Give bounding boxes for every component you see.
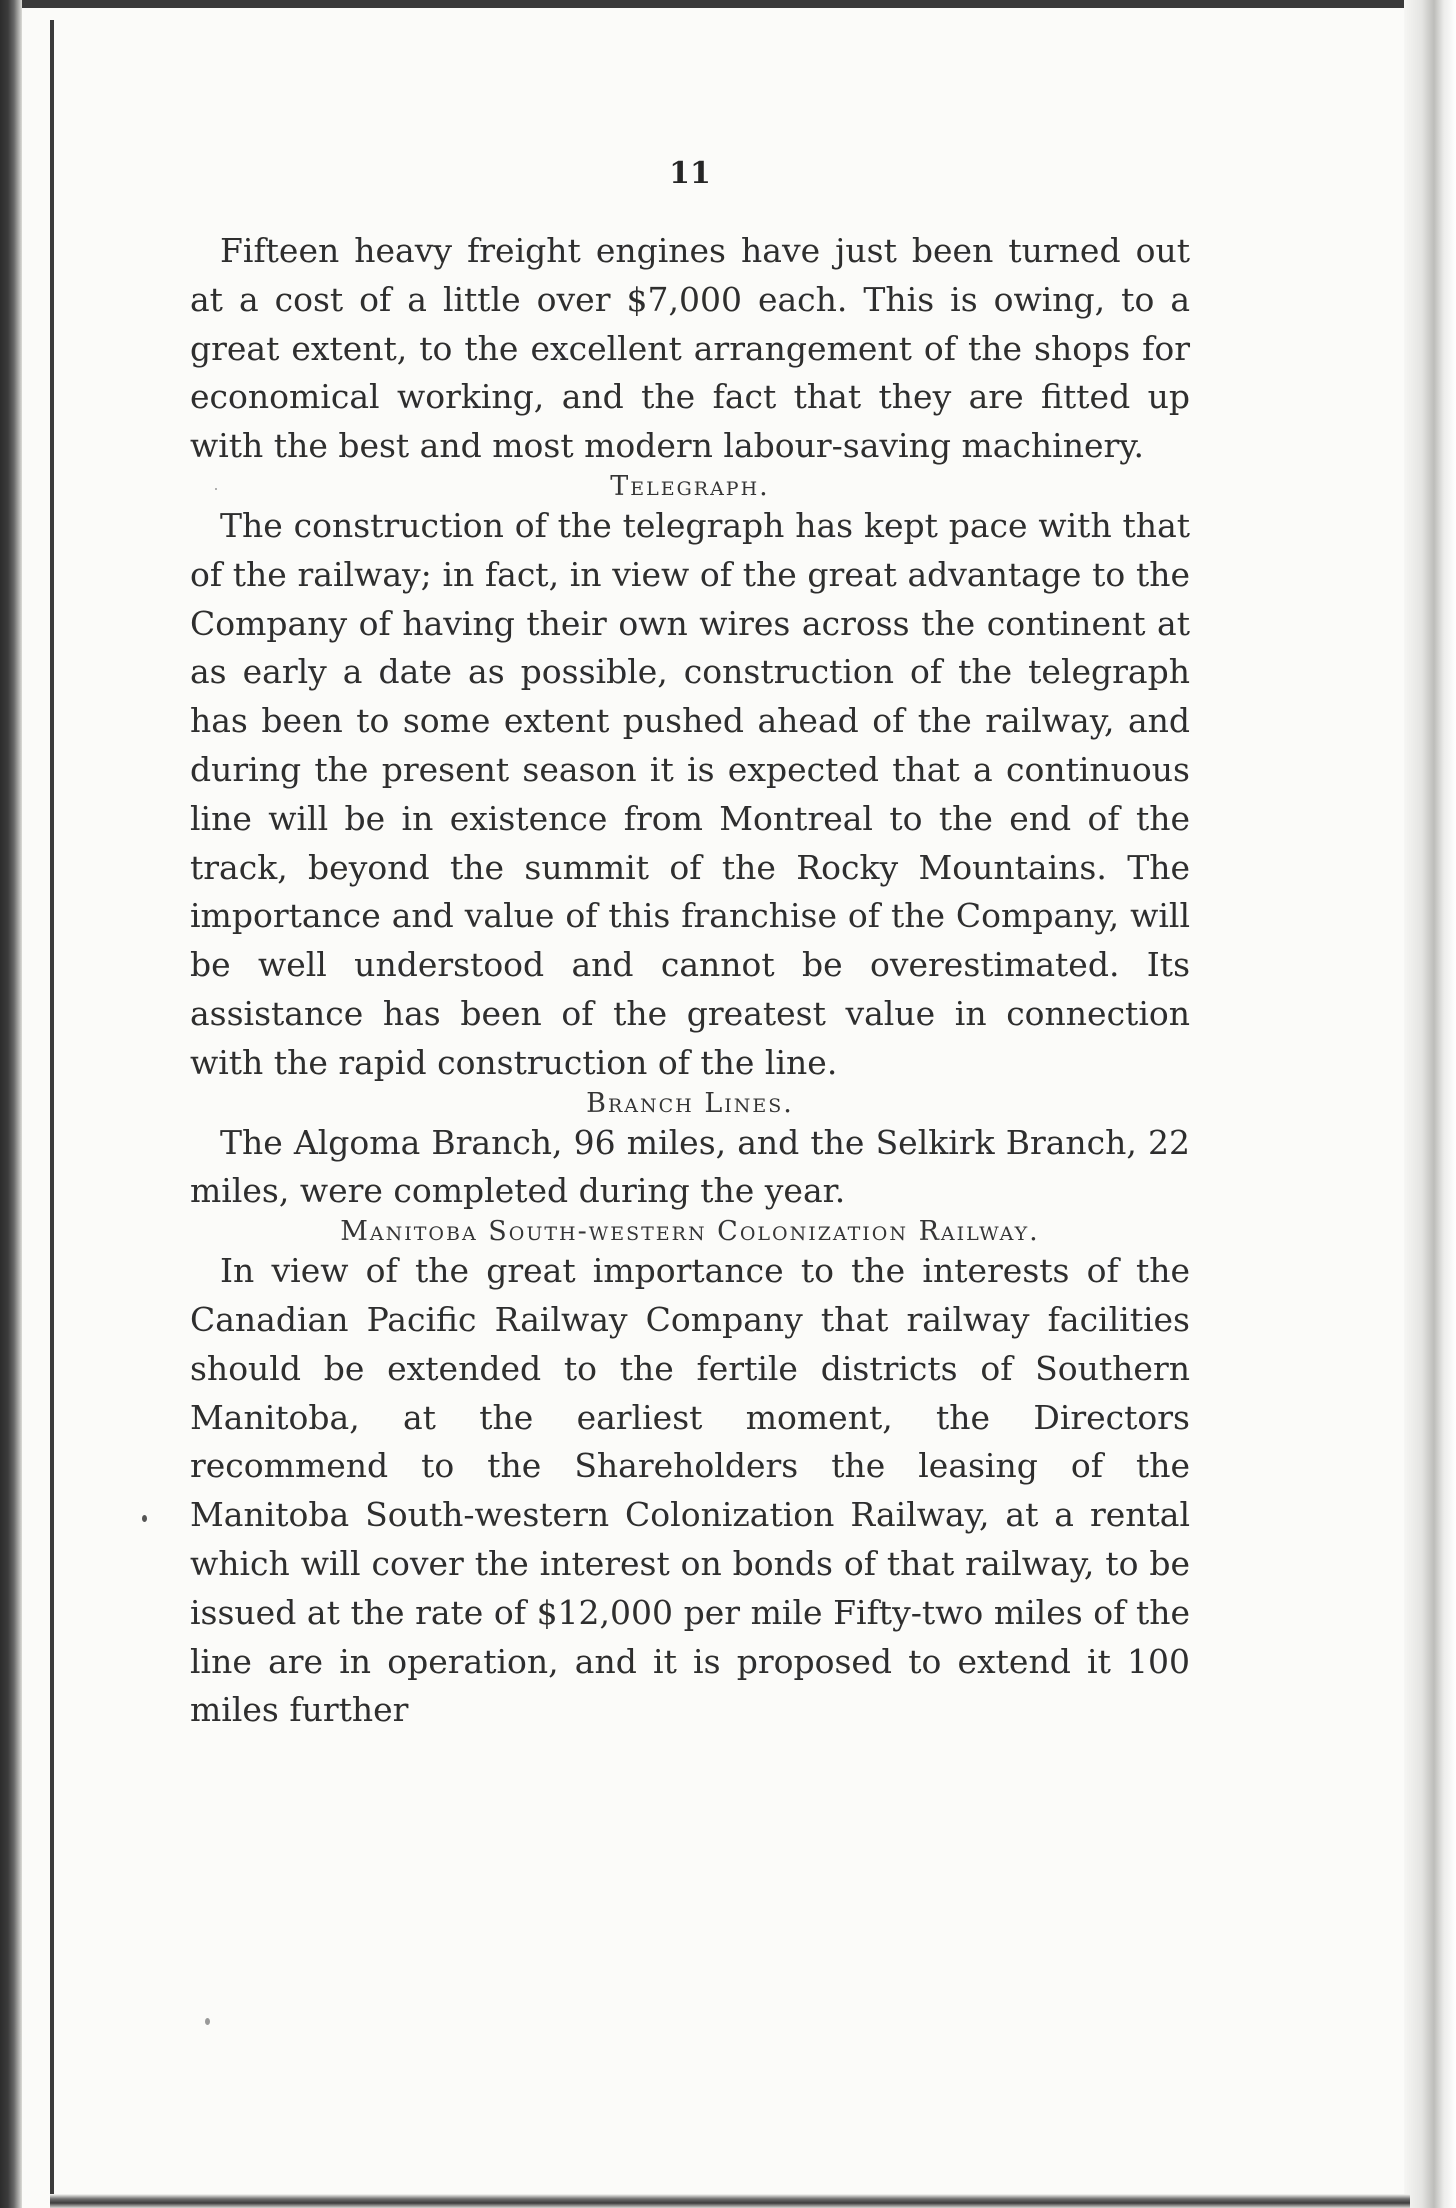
paragraph-shops: Fifteen heavy freight engines have just been turned out at a cost of a little over $7,000 each. This is owing, to a great extent, to the excellent arrangement of the shops for economical working, and the fact that they are fitted up with the best and most modern labour-saving machinery.	[190, 231, 1190, 466]
heading-telegraph: Telegraph.	[610, 470, 770, 502]
paragraph-branch-lines: The Algoma Branch, 96 miles, and the Selkirk Branch, 22 miles, were completed during the year.	[190, 1122, 1190, 1211]
scan-right-edge	[1404, 0, 1456, 2208]
paragraph-telegraph: The construction of the telegraph has kept pace with that of the railway; in fact, in view of the great advantage to the Company of having their own wires across the continent at as early a date as possible, construction of the telegraph has been to some extent pushed ahead of the railway, and during the present season it is expected that a continuous line will be in existence from Montreal to the end of the track, beyond the summit of the Rocky Mountains. The importance and value of this franchise of the Company, will be well understood and cannot be overestimated. Its assistance has been of the greatest value in connection with the rapid construction of the line.	[190, 505, 1190, 1082]
scan-left-edge	[0, 0, 22, 2208]
paragraph-manitoba: In view of the great importance to the interests of the Canadian Pacific Railway Company that railway facilities should be extended to the fertile districts of Southern Manitoba, at the earliest moment, the Directors recommend to the Shareholders the leasing of the Manitoba South-western Colonization Railway, at a rental which will cover the interest on bonds of that railway, to be issued at the rate of $12,000 per mile Fifty-two miles of the line are in operation, and it is proposed to extend it 100 miles further	[190, 1251, 1190, 1730]
scan-speck	[142, 1515, 147, 1522]
scan-speck	[205, 2018, 210, 2025]
scan-top-edge	[0, 0, 1456, 8]
heading-manitoba-railway: Manitoba South-western Colonization Railway.	[340, 1216, 1040, 1248]
heading-branch-lines: Branch Lines.	[586, 1087, 794, 1119]
page-spine-shadow	[50, 20, 54, 2205]
document-page	[190, 150, 1190, 1735]
page-number: 11	[669, 156, 711, 191]
scan-bottom-edge	[50, 2194, 1410, 2208]
